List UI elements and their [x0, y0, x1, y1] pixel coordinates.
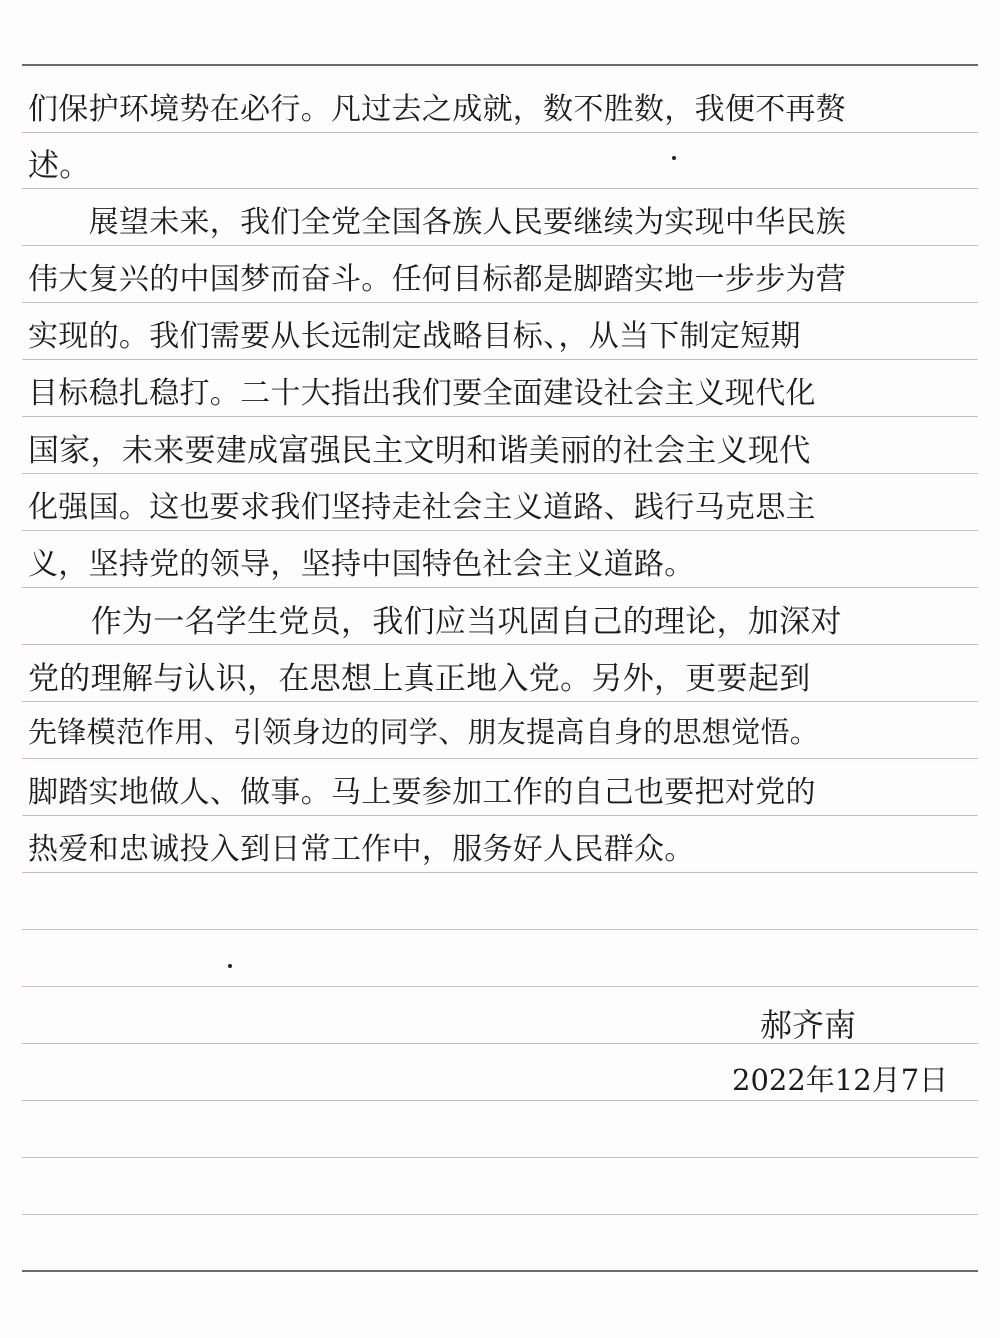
letter-line: 化强国。这也要求我们坚持走社会主义道路、践行马克思主	[28, 490, 816, 525]
signature-date: 2022年12月7日	[732, 1063, 949, 1097]
letter-line: 目标稳扎稳打。二十大指出我们要全面建设社会主义现代化	[28, 376, 816, 411]
ruled-line	[22, 132, 978, 133]
ruled-line	[22, 1157, 978, 1158]
ruled-line	[22, 473, 978, 474]
ruled-line	[22, 416, 978, 417]
signature-name: 郝齐南	[760, 1006, 857, 1044]
ruled-line	[22, 530, 978, 531]
ruled-line	[22, 1214, 978, 1215]
letter-line: 先锋模范作用、引领身边的同学、朋友提高自身的思想觉悟。	[28, 715, 820, 749]
ruled-line	[22, 188, 978, 189]
ruled-line	[22, 245, 978, 246]
ruled-line	[22, 872, 978, 873]
ruled-line	[22, 587, 978, 588]
letter-line: 义，坚持党的领导，坚持中国特色社会主义道路。	[28, 547, 695, 582]
letter-line: 展望未来，我们全党全国各族人民要继续为实现中华民族	[28, 205, 847, 240]
ruled-line	[22, 644, 978, 645]
letter-line: 党的理解与认识，在思想上真正地入党。另外，更要起到	[28, 661, 811, 697]
top-border-line	[22, 64, 978, 66]
ruled-line	[22, 929, 978, 930]
letter-line: 脚踏实地做人、做事。马上要参加工作的自己也要把对党的	[28, 775, 816, 810]
ruled-line	[22, 302, 978, 303]
ruled-line	[22, 815, 978, 816]
ruled-line	[22, 1100, 978, 1101]
ruled-line	[22, 701, 978, 702]
ruled-line	[22, 359, 978, 360]
letter-line: 实现的。我们需要从长远制定战略目标、，从当下制定短期	[28, 319, 801, 354]
ruled-line	[22, 758, 978, 759]
letter-line: 热爱和忠诚投入到日常工作中，服务好人民群众。	[28, 832, 695, 867]
letter-line: 国家，未来要建成富强民主文明和谐美丽的社会主义现代	[28, 433, 811, 469]
letter-line: 作为一名学生党员，我们应当巩固自己的理论，加深对	[28, 604, 842, 640]
ink-speck	[228, 964, 232, 968]
letter-line: 述。	[28, 148, 91, 184]
letter-line: 们保护环境势在必行。凡过去之成就，数不胜数，我便不再赘	[28, 92, 847, 127]
ruled-line	[22, 986, 978, 987]
bottom-border-line	[22, 1270, 978, 1272]
ink-speck	[672, 156, 676, 160]
letter-line: 伟大复兴的中国梦而奋斗。任何目标都是脚踏实地一步步为营	[28, 262, 847, 297]
